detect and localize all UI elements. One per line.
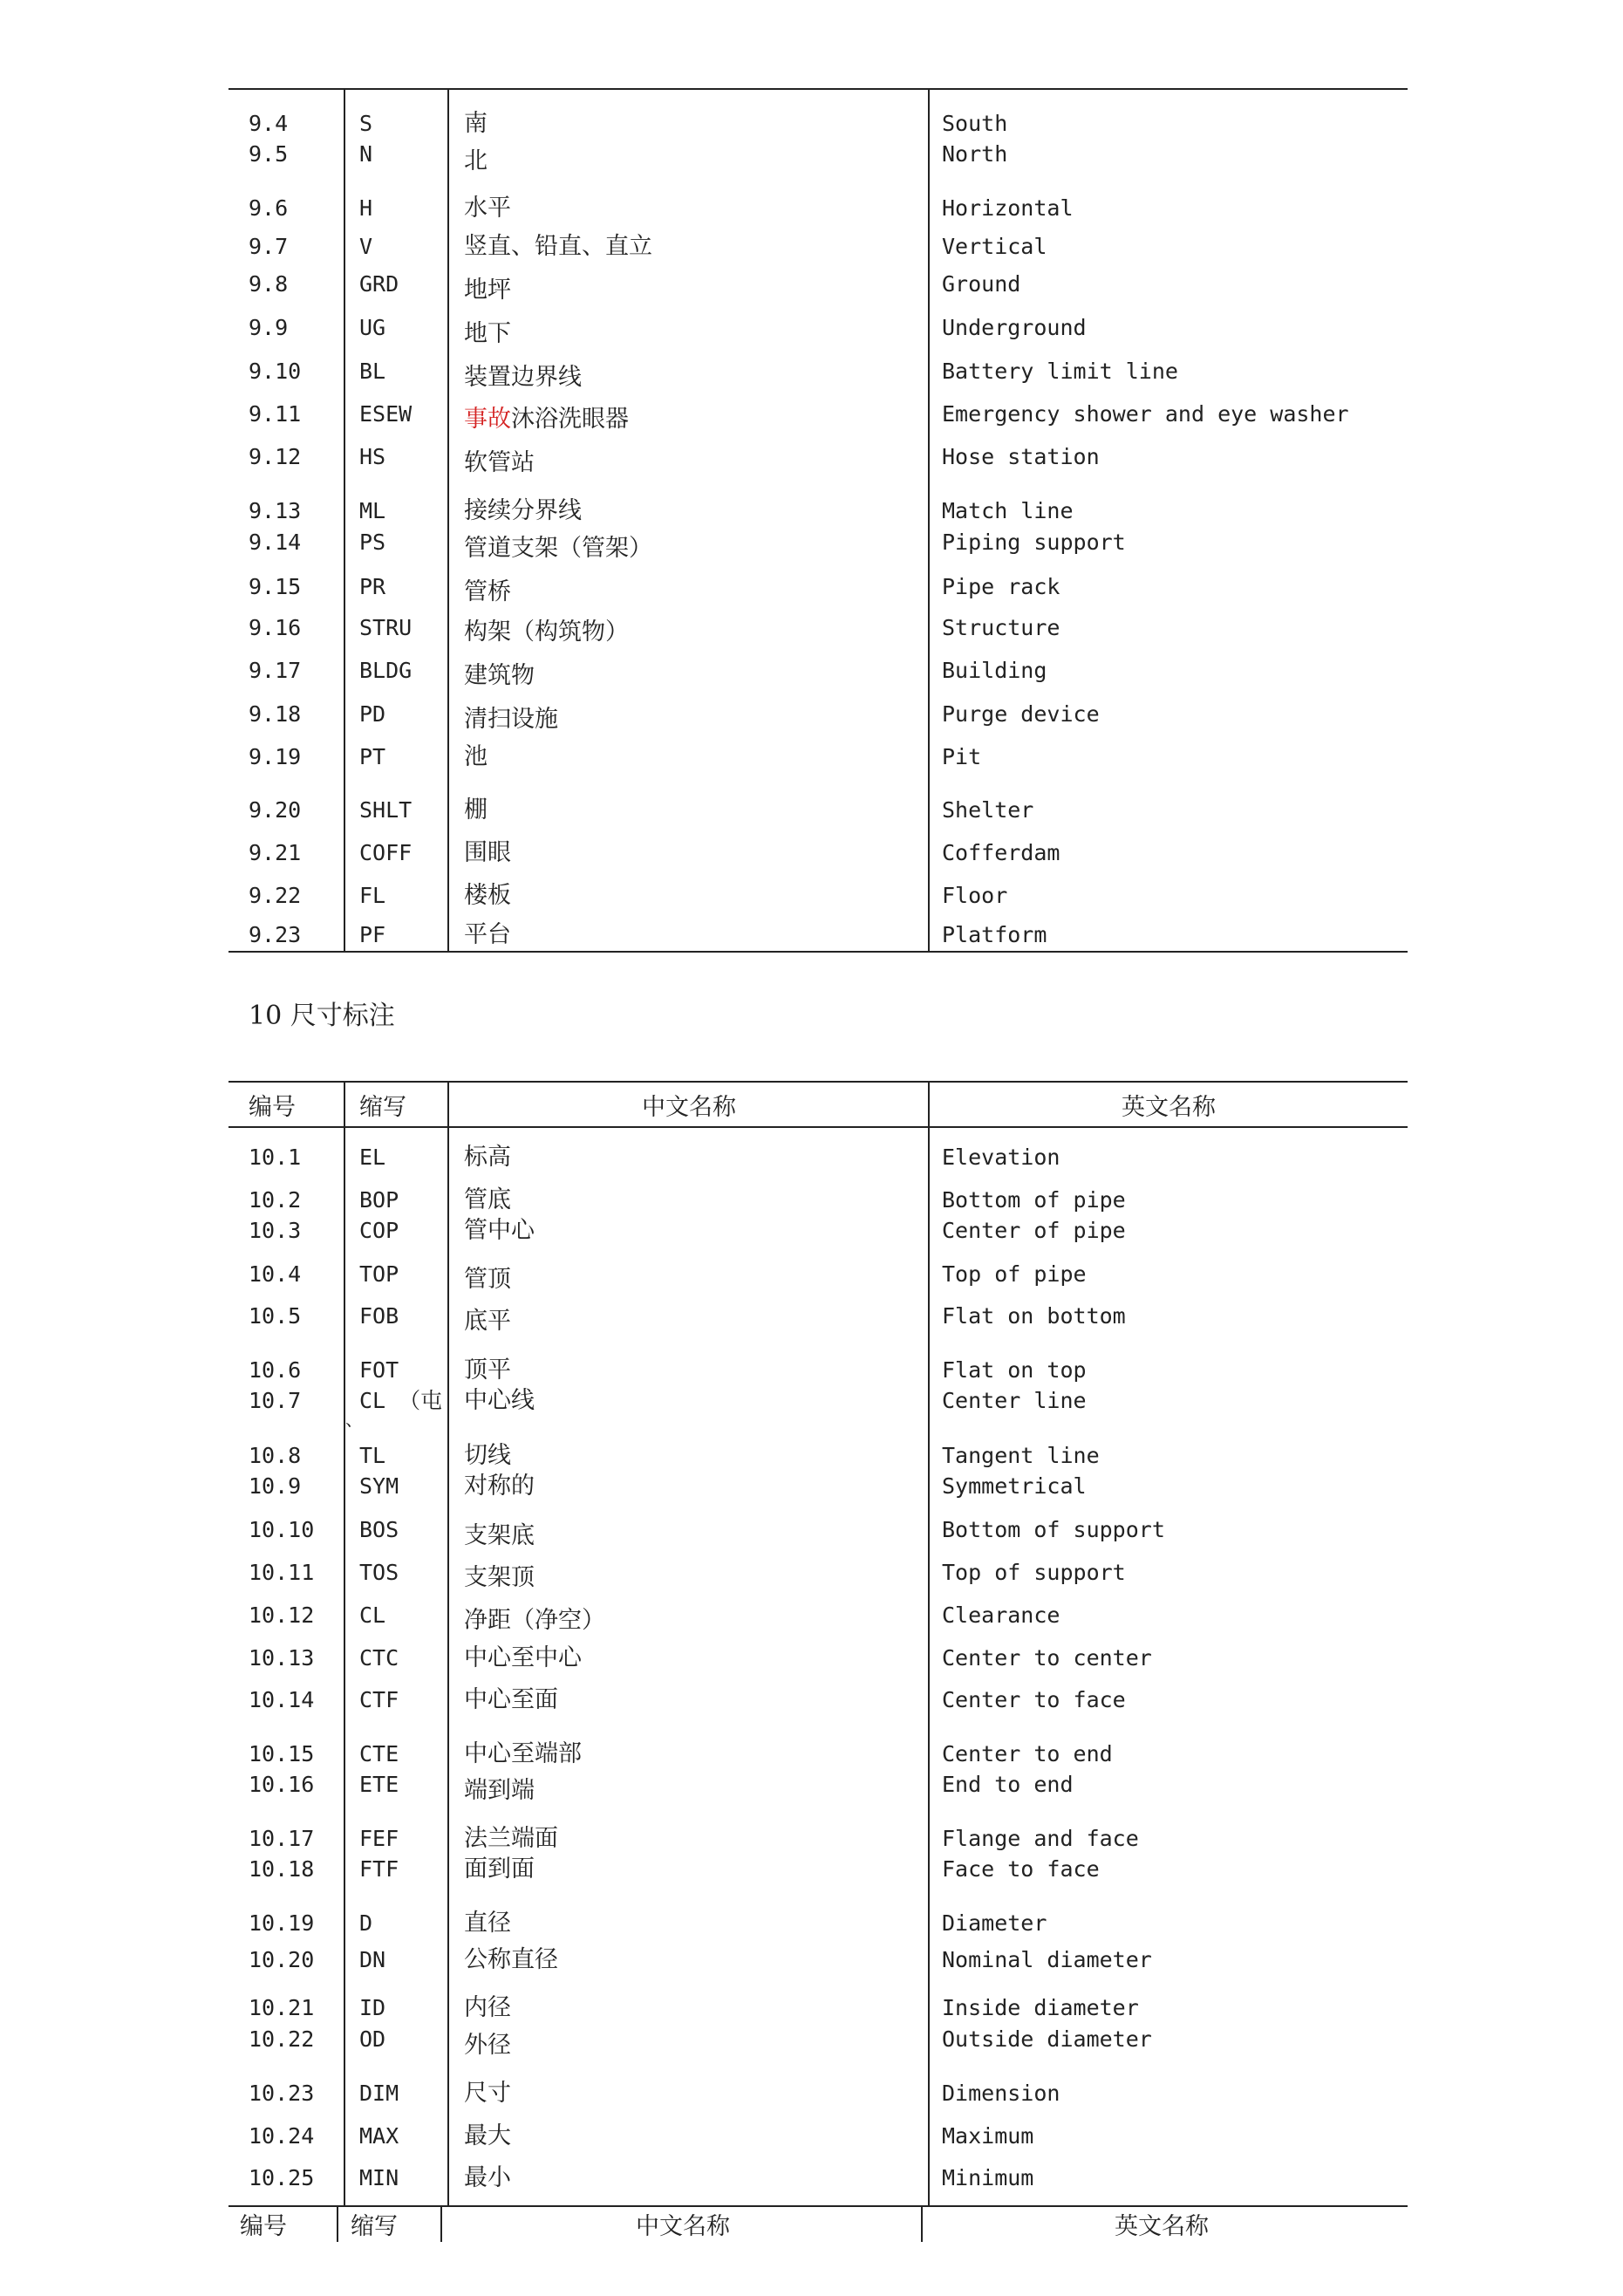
row-english-name: Purge device: [942, 701, 1100, 727]
row-chinese-name: 竖直、铅直、直立: [464, 233, 652, 260]
row-number: 9.18: [249, 701, 302, 727]
row-english-name: Center to face: [942, 1687, 1126, 1712]
row-english-name: North: [942, 141, 1008, 167]
row-chinese-name: 面到面: [464, 1855, 535, 1883]
row-number: 10.22: [249, 2026, 315, 2052]
row-abbreviation: ML: [359, 498, 386, 523]
row-chinese-name: 南: [464, 110, 488, 137]
row-abbreviation: SHLT: [359, 797, 413, 823]
row-number: 9.5: [249, 141, 289, 167]
row-chinese-name: 中心至端部: [464, 1740, 582, 1767]
row-english-name: Vertical: [942, 234, 1047, 259]
row-chinese-name: 端到端: [464, 1777, 535, 1804]
row-chinese-name: 接续分界线: [464, 497, 582, 524]
row-number: 10.15: [249, 1741, 315, 1766]
row-english-name: Flat on top: [942, 1357, 1087, 1383]
table-9-col-divider-3: [928, 88, 930, 952]
row-chinese-name: 装置边界线: [464, 364, 582, 391]
row-chinese-name: 平台: [464, 921, 511, 948]
row-abbreviation: PT: [359, 744, 386, 769]
row-english-name: Center of pipe: [942, 1218, 1126, 1243]
row-english-name: Dimension: [942, 2081, 1060, 2106]
table-9-top-rule: [228, 88, 1408, 90]
row-abbreviation: DIM: [359, 2081, 399, 2106]
row-abbreviation: MAX: [359, 2123, 399, 2149]
row-chinese-name: 尺寸: [464, 2080, 511, 2107]
row-english-name: Match line: [942, 498, 1074, 523]
row-abbreviation: OD: [359, 2026, 386, 2052]
row-abbreviation: SYM: [359, 1473, 399, 1499]
row-number: 9.19: [249, 744, 302, 769]
table-10-header-rule: [228, 1126, 1408, 1128]
row-abbreviation: BOS: [359, 1517, 399, 1542]
row-abbreviation: PF: [359, 922, 386, 947]
row-english-name: Ground: [942, 271, 1021, 297]
row-english-name: Cofferdam: [942, 840, 1060, 865]
row-english-name: Clearance: [942, 1602, 1060, 1628]
row-number: 10.13: [249, 1645, 315, 1671]
row-abbreviation: CTF: [359, 1687, 399, 1712]
row-chinese-name: 水平: [464, 195, 511, 222]
row-number: 10.21: [249, 1995, 315, 2020]
row-english-name: Maximum: [942, 2123, 1034, 2149]
row-abbreviation: TL: [359, 1443, 386, 1468]
row-abbreviation: FTF: [359, 1856, 399, 1882]
row-abbreviation: BLDG: [359, 658, 413, 683]
row-english-name: Underground: [942, 315, 1087, 340]
row-english-name: Building: [942, 658, 1047, 683]
footer-header-chinese-name: 中文名称: [636, 2213, 730, 2240]
row-chinese-name: 管中心: [464, 1217, 535, 1244]
row-chinese-name: 地坪: [464, 277, 511, 304]
row-english-name: Tangent line: [942, 1443, 1100, 1468]
row-chinese-name: 最大: [464, 2122, 511, 2149]
row-chinese-name: 中心线: [464, 1387, 535, 1414]
row-chinese-name: 楼板: [464, 882, 511, 909]
row-abbreviation: TOP: [359, 1261, 399, 1287]
row-number: 9.8: [249, 271, 289, 297]
row-chinese-name: 外径: [464, 2032, 511, 2059]
row-english-name: Platform: [942, 922, 1047, 947]
row-number: 10.3: [249, 1218, 302, 1243]
row-english-name: Flat on bottom: [942, 1303, 1126, 1329]
row-english-name: Bottom of support: [942, 1517, 1165, 1542]
row-chinese-name: 标高: [464, 1144, 511, 1171]
row-english-name: Top of pipe: [942, 1261, 1087, 1287]
row-abbreviation: ETE: [359, 1772, 399, 1797]
row-abbreviation: BL: [359, 359, 386, 384]
row-number: 10.8: [249, 1443, 302, 1468]
row-chinese-name: 法兰端面: [464, 1825, 558, 1852]
row-chinese-name: 净距（净空）: [464, 1607, 605, 1634]
next-table-col-divider-1: [337, 2205, 338, 2242]
row-chinese-name: 棚: [464, 796, 488, 823]
row-number: 10.7: [249, 1388, 302, 1413]
row-number: 10.11: [249, 1560, 315, 1585]
row-number: 9.23: [249, 922, 302, 947]
row-number: 10.1: [249, 1145, 302, 1170]
row-abbreviation: V: [359, 234, 373, 259]
row-chinese-name: 支架顶: [464, 1564, 535, 1591]
row-english-name: South: [942, 111, 1008, 136]
row-abbreviation: PR: [359, 574, 386, 599]
row-abbreviation: FOB: [359, 1303, 399, 1329]
next-table-col-divider-3: [921, 2205, 923, 2242]
footer-header-abbreviation: 缩写: [351, 2213, 398, 2240]
row-number: 9.11: [249, 401, 302, 427]
row-abbreviation: CTE: [359, 1741, 399, 1766]
row-abbreviation: FL: [359, 883, 386, 908]
row-number: 10.16: [249, 1772, 315, 1797]
row-english-name: Inside diameter: [942, 1995, 1139, 2020]
row-chinese-name: 中心至面: [464, 1686, 558, 1713]
row-abbreviation: N: [359, 141, 373, 167]
row-abbreviation: PD: [359, 701, 386, 727]
row-chinese-name: 顶平: [464, 1356, 511, 1384]
row-english-name: End to end: [942, 1772, 1074, 1797]
row-number: 10.17: [249, 1826, 315, 1851]
row-english-name: Floor: [942, 883, 1008, 908]
row-english-name: Outside diameter: [942, 2026, 1152, 2052]
header-abbreviation: 缩写: [359, 1094, 406, 1121]
row-abbreviation: CTC: [359, 1645, 399, 1671]
row-number: 9.13: [249, 498, 302, 523]
row-english-name: Hose station: [942, 444, 1100, 469]
row-number: 10.20: [249, 1947, 315, 1972]
row-number: 9.9: [249, 315, 289, 340]
row-abbreviation: ESEW: [359, 401, 413, 427]
row-abbreviation: CL （屯: [359, 1388, 443, 1413]
table-9-col-divider-1: [344, 88, 345, 952]
chinese-name-rest: 沐浴洗眼器: [511, 406, 629, 433]
row-number: 10.2: [249, 1187, 302, 1213]
row-english-name: Pit: [942, 744, 982, 769]
row-number: 10.6: [249, 1357, 302, 1383]
row-chinese-name: [464, 407, 629, 433]
row-abbreviation: STRU: [359, 615, 413, 640]
row-english-name: Diameter: [942, 1910, 1047, 1936]
row-english-name: Horizontal: [942, 195, 1074, 221]
table-10-col-divider-1: [344, 1081, 345, 2205]
row-chinese-name: 地下: [464, 320, 511, 347]
row-number: 10.10: [249, 1517, 315, 1542]
row-number: 9.7: [249, 234, 289, 259]
row-chinese-name: 软管站: [464, 449, 535, 476]
row-abbreviation: CL: [359, 1602, 386, 1628]
table-10-top-rule: [228, 1081, 1408, 1083]
row-abbreviation: COFF: [359, 840, 413, 865]
row-chinese-name: 底平: [464, 1308, 511, 1335]
row-number: 10.23: [249, 2081, 315, 2106]
row-number: 9.22: [249, 883, 302, 908]
row-abbreviation: BOP: [359, 1187, 399, 1213]
row-abbreviation: DN: [359, 1947, 386, 1972]
row-number: 10.9: [249, 1473, 302, 1499]
row-abbreviation: S: [359, 111, 373, 136]
row-abbreviation: PS: [359, 530, 386, 555]
row-abbreviation: FOT: [359, 1357, 399, 1383]
row-english-name: Face to face: [942, 1856, 1100, 1882]
row-abbreviation: MIN: [359, 2165, 399, 2190]
row-english-name: Pipe rack: [942, 574, 1060, 599]
row-english-name: Center to end: [942, 1741, 1113, 1766]
table-10-col-divider-3: [928, 1081, 930, 2205]
footer-header-english-name: 英文名称: [1115, 2213, 1209, 2240]
table-9-col-divider-2: [447, 88, 449, 952]
footer-header-number: 编号: [240, 2213, 287, 2240]
row-chinese-name: 建筑物: [464, 662, 535, 689]
row-chinese-name: 管顶: [464, 1266, 511, 1293]
row-english-name: Center line: [942, 1388, 1087, 1413]
row-abbreviation: TOS: [359, 1560, 399, 1585]
row-chinese-name: 最小: [464, 2164, 511, 2191]
row-number: 10.14: [249, 1687, 315, 1712]
row-abbreviation: GRD: [359, 271, 399, 297]
row-english-name: Nominal diameter: [942, 1947, 1152, 1972]
header-english-name: 英文名称: [1122, 1094, 1216, 1121]
row-chinese-name: 围眼: [464, 839, 511, 866]
row-abbreviation: COP: [359, 1218, 399, 1243]
row-english-name: Symmetrical: [942, 1473, 1087, 1499]
row-english-name: Top of support: [942, 1560, 1126, 1585]
row-abbreviation: UG: [359, 315, 386, 340]
row-english-name: Flange and face: [942, 1826, 1139, 1851]
row-number: 9.20: [249, 797, 302, 823]
row-chinese-name: 中心至中心: [464, 1644, 582, 1671]
row-abbreviation: D: [359, 1910, 373, 1936]
table-9-bottom-rule: [228, 951, 1408, 953]
row-number: 9.15: [249, 574, 302, 599]
row-chinese-name: 构架（构筑物）: [464, 618, 629, 646]
row-chinese-name: 清扫设施: [464, 706, 558, 733]
header-chinese-name: 中文名称: [642, 1094, 736, 1121]
table-10-bottom-rule: [228, 2205, 1408, 2207]
row-english-name: Battery limit line: [942, 359, 1178, 384]
row-chinese-name: 北: [464, 147, 488, 174]
row-number: 10.5: [249, 1303, 302, 1329]
row-number: 9.21: [249, 840, 302, 865]
row-english-name: Elevation: [942, 1145, 1060, 1170]
row-number: 10.12: [249, 1602, 315, 1628]
row-number: 10.25: [249, 2165, 315, 2190]
table-10-col-divider-2: [447, 1081, 449, 2205]
row-abbreviation-overflow: 、: [345, 1409, 363, 1430]
row-abbreviation: H: [359, 195, 373, 221]
row-abbreviation: FEF: [359, 1826, 399, 1851]
row-english-name: Piping support: [942, 530, 1126, 555]
highlighted-text: 事故: [464, 406, 511, 433]
next-table-col-divider-2: [440, 2205, 442, 2242]
row-chinese-name: 对称的: [464, 1473, 535, 1500]
header-number: 编号: [249, 1094, 296, 1121]
row-chinese-name: 管道支架（管架）: [464, 535, 652, 562]
row-chinese-name: 管桥: [464, 578, 511, 605]
row-number: 9.12: [249, 444, 302, 469]
row-number: 9.17: [249, 658, 302, 683]
row-chinese-name: 管底: [464, 1186, 511, 1213]
row-number: 9.14: [249, 530, 302, 555]
row-english-name: Structure: [942, 615, 1060, 640]
row-abbreviation: EL: [359, 1145, 386, 1170]
row-number: 9.10: [249, 359, 302, 384]
row-chinese-name: 池: [464, 743, 488, 770]
row-english-name: Minimum: [942, 2165, 1034, 2190]
row-english-name: Bottom of pipe: [942, 1187, 1126, 1213]
row-number: 9.16: [249, 615, 302, 640]
row-chinese-name: 直径: [464, 1910, 511, 1937]
row-chinese-name: 支架底: [464, 1522, 535, 1549]
row-number: 9.4: [249, 111, 289, 136]
row-number: 10.18: [249, 1856, 315, 1882]
row-chinese-name: 切线: [464, 1442, 511, 1469]
row-chinese-name: 内径: [464, 1994, 511, 2021]
row-english-name: Emergency shower and eye washer: [942, 401, 1349, 427]
row-english-name: Shelter: [942, 797, 1034, 823]
row-abbreviation: HS: [359, 444, 386, 469]
row-number: 9.6: [249, 195, 289, 221]
row-chinese-name: 公称直径: [464, 1946, 558, 1973]
section-title: 10 尺寸标注: [249, 1001, 395, 1031]
row-abbreviation: ID: [359, 1995, 386, 2020]
row-number: 10.19: [249, 1910, 315, 1936]
row-number: 10.24: [249, 2123, 315, 2149]
row-number: 10.4: [249, 1261, 302, 1287]
row-english-name: Center to center: [942, 1645, 1152, 1671]
